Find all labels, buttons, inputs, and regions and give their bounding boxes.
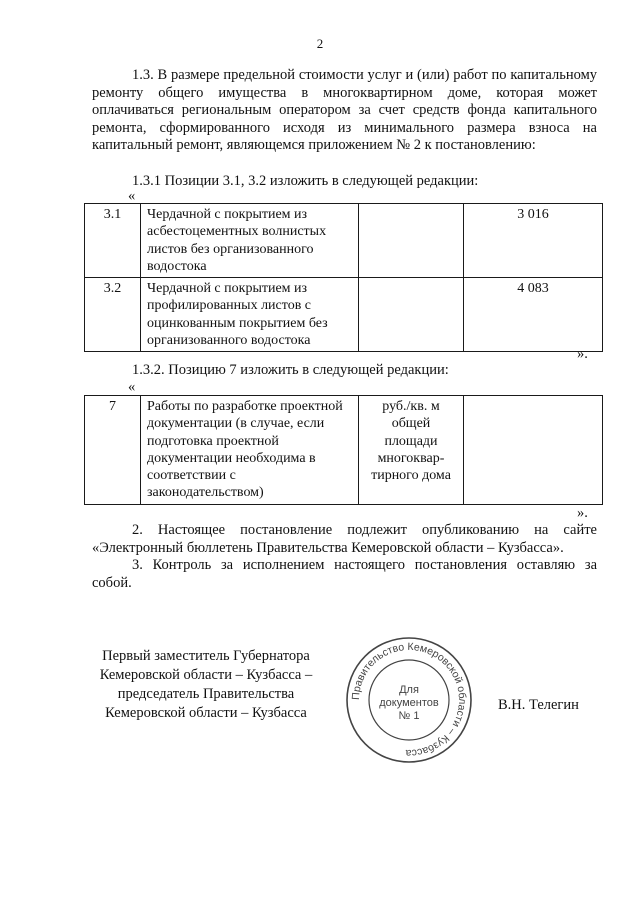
row-value: 4 083: [464, 278, 603, 352]
item-1-3-1: 1.3.1 Позиции 3.1, 3.2 изложить в следующей редакции:: [132, 173, 479, 189]
stamp-inner-line-2: документов: [379, 697, 439, 709]
row-number: 7: [85, 396, 141, 505]
table-positions-3-1-3-2: [84, 203, 603, 352]
stamp-inner-line-1: Для: [399, 684, 419, 696]
row-description: Работы по разработке проектной документации (в случае, если подготовка проектной документации необходима в соответствии с законодательством): [141, 396, 359, 505]
signature-line-1: Первый заместитель Губернатора: [102, 648, 310, 664]
table-row: [85, 278, 603, 352]
row-unit: [359, 278, 464, 352]
item-1-3-2: 1.3.2. Позицию 7 изложить в следующей редакции:: [132, 362, 449, 378]
row-number: 3.2: [85, 278, 141, 352]
row-number: 3.1: [85, 204, 141, 278]
row-description: Чердачной с покрытием из профилированных листов с оцинкованным покрытием без организованного водостока: [141, 278, 359, 352]
table-row: [85, 204, 603, 278]
page-number: 2: [316, 36, 324, 51]
paragraph-3: 3. Контроль за исполнением настоящего постановления оставляю за собой.: [92, 557, 597, 591]
quote-open-2: «: [128, 379, 136, 395]
table-position-7: [84, 395, 603, 505]
signature-title: [90, 647, 322, 723]
official-stamp: [344, 635, 474, 765]
signature-line-4: Кемеровской области – Кузбасса: [105, 705, 307, 721]
row-description: Чердачной с покрытием из асбестоцементных волнистых листов без организованного водостока: [141, 204, 359, 278]
quote-open-1: «: [128, 188, 136, 204]
quote-close-1: ».: [577, 346, 588, 362]
row-value: 3 016: [464, 204, 603, 278]
row-unit: руб./кв. м общей площади многоквар-тирного дома: [359, 396, 464, 505]
paragraph-1-3: 1.3. В размере предельной стоимости услуг и (или) работ по капитальному ремонту общего имущества в многоквартирном доме, которая может оплачиваться региональным оператором за счет средств фонда капитального ремонта, сформированного исходя из минимального размера взноса на капитальный ремонт, являющемся приложением № 2 к постановлению:: [92, 67, 597, 154]
signer-name: В.Н. Телегин: [498, 697, 579, 713]
row-value: [464, 396, 603, 505]
paragraph-2: 2. Настоящее постановление подлежит опубликованию на сайте «Электронный бюллетень Правительства Кемеровской области – Кузбасса».: [92, 522, 597, 556]
stamp-outer-text: Правительство Кемеровской области – Кузбасса: [349, 640, 469, 760]
quote-close-2: ».: [577, 505, 588, 521]
stamp-inner-line-3: № 1: [398, 710, 420, 722]
signature-line-2: Кемеровской области – Кузбасса –: [99, 667, 313, 683]
table-row: [85, 396, 603, 505]
signature-line-3: председатель Правительства: [117, 686, 295, 702]
row-unit: [359, 204, 464, 278]
